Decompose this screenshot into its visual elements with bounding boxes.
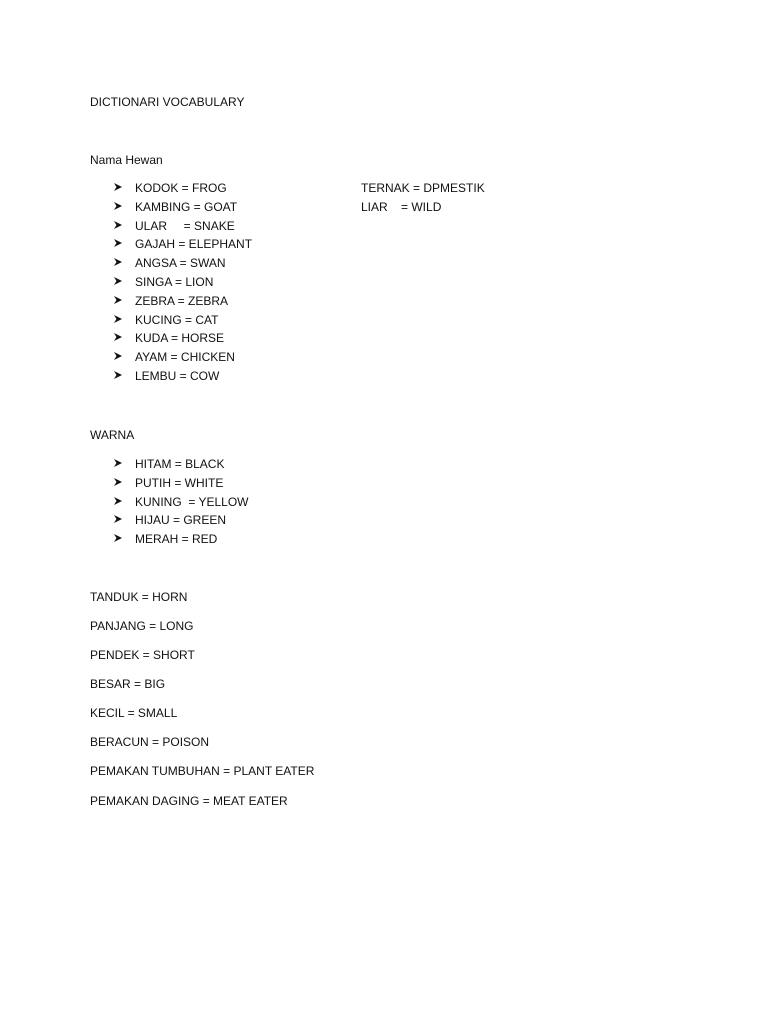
list-item-text: HITAM = BLACK — [135, 457, 225, 471]
side-terms-list — [361, 181, 485, 219]
colors-heading: WARNA — [90, 428, 135, 442]
list-item-text: LEMBU = COW — [135, 368, 220, 383]
vocabulary-line: TANDUK = HORN — [90, 590, 188, 604]
list-item-text: KAMBING = GOAT — [135, 199, 238, 214]
vocabulary-line: PEMAKAN DAGING = MEAT EATER — [90, 794, 288, 808]
list-item-text: KUCING = CAT — [135, 312, 219, 327]
list-item-text: KUDA = HORSE — [135, 331, 225, 346]
list-item-text: PUTIH = WHITE — [135, 475, 224, 490]
list-item-text: AYAM = CHICKEN — [135, 350, 235, 365]
arrowhead-bullet-icon — [113, 295, 123, 305]
list-item-text: KUNING = YELLOW — [135, 494, 249, 509]
arrowhead-bullet-icon — [113, 332, 123, 342]
arrowhead-bullet-icon — [113, 477, 123, 487]
vocabulary-line: PENDEK = SHORT — [90, 648, 195, 662]
arrowhead-bullet-icon — [113, 220, 123, 230]
side-term: LIAR = WILD — [361, 200, 442, 214]
arrowhead-bullet-icon — [113, 533, 123, 543]
vocabulary-line: BESAR = BIG — [90, 677, 166, 691]
arrowhead-bullet-icon — [113, 514, 123, 524]
vocabulary-line: PANJANG = LONG — [90, 619, 194, 633]
list-item-text: HIJAU = GREEN — [135, 513, 227, 528]
list-item-text: KODOK = FROG — [135, 181, 227, 195]
vocabulary-line: KECIL = SMALL — [90, 706, 178, 720]
arrowhead-bullet-icon — [113, 314, 123, 324]
side-term: TERNAK = DPMESTIK — [361, 181, 485, 195]
arrowhead-bullet-icon — [113, 276, 123, 286]
document-title: DICTIONARI VOCABULARY — [90, 95, 245, 109]
arrowhead-bullet-icon — [113, 257, 123, 267]
arrowhead-bullet-icon — [113, 201, 123, 211]
animals-heading: Nama Hewan — [90, 153, 163, 167]
arrowhead-bullet-icon — [113, 182, 123, 192]
vocabulary-line: PEMAKAN TUMBUHAN = PLANT EATER — [90, 764, 315, 778]
arrowhead-bullet-icon — [113, 496, 123, 506]
list-item-text: ULAR = SNAKE — [135, 218, 235, 233]
list-item-text: GAJAH = ELEPHANT — [135, 237, 253, 252]
arrowhead-bullet-icon — [113, 458, 123, 468]
list-item-text: SINGA = LION — [135, 274, 214, 289]
list-item-text: ANGSA = SWAN — [135, 256, 226, 271]
arrowhead-bullet-icon — [113, 370, 123, 380]
list-item-text: ZEBRA = ZEBRA — [135, 293, 229, 308]
arrowhead-bullet-icon — [113, 238, 123, 248]
vocabulary-list — [90, 590, 314, 823]
list-item-text: MERAH = RED — [135, 532, 218, 547]
arrowhead-bullet-icon — [113, 351, 123, 361]
vocabulary-line: BERACUN = POISON — [90, 735, 210, 749]
